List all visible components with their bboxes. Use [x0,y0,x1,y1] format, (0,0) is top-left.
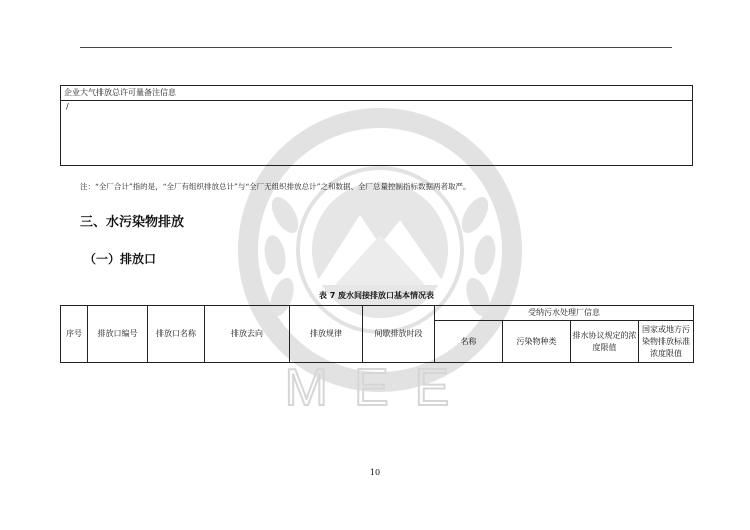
note-box-title: 企业大气排放总许可量备注信息 [61,86,692,101]
group-header-receiving-plant: 受纳污水处理厂信息 [435,306,694,321]
col-header-pattern: 排放规律 [290,306,363,363]
page-number: 10 [369,468,381,477]
note-box-content: / [66,102,69,111]
col-header-plant-name: 名称 [435,321,503,363]
section-heading: 三、水污染物排放 [80,215,185,230]
col-header-serial: 序号 [61,306,88,363]
table-caption: 表 7 废水间接排放口基本情况表 [318,291,435,300]
col-header-standard-limit: 国家或地方污染物排放标准浓度限值 [639,321,694,363]
col-header-destination: 排放去向 [205,306,290,363]
watermark-text: MEE [284,359,476,417]
discharge-outlet-table [60,305,694,363]
emission-note-box [60,85,693,166]
col-header-outlet-id: 排放口编号 [88,306,148,363]
col-header-outlet-name: 排放口名称 [148,306,205,363]
subsection-heading: （一）排放口 [84,252,157,266]
footnote: 注：“全厂合计”指的是，“全厂有组织排放总计”与“全厂无组织排放总计”之和数据、全厂总量控制指标数据两者取严。 [80,182,471,191]
col-header-intermittent-period: 间歇排放时段 [363,306,435,363]
header-rule [80,47,672,48]
col-header-pollutant-type: 污染物种类 [503,321,571,363]
col-header-agreement-limit: 排水协议规定的浓度限值 [571,321,639,363]
